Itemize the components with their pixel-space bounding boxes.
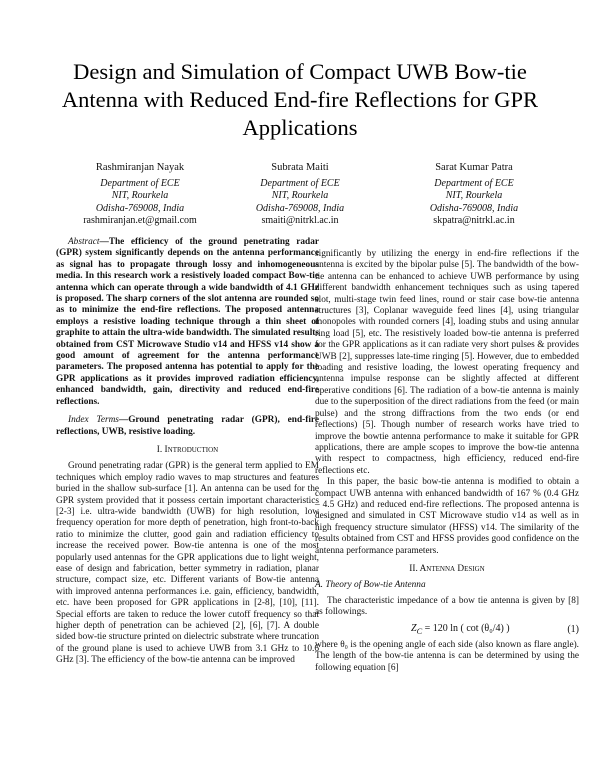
intro-paragraph-continued: significantly by utilizing the energy in end-fire reflections if the antenna is excited by the bipolar pulse [5]. The bandwidth of the bow-tie antenna can be enhanced to achieve UWB performance by using different bandwidth enhancement techniques such as using tapered slot, multi-stage twin feed lines, round or stair case bow-tie antenna structures [3], Coplanar waveguide feed lines [4], using triangular monopoles with rounded corners [4], loading stubs and using annular ring load [5], etc. The resistively loaded bow-tie antenna is preferred for the GPR applications as it can radiate very short pulses & provides UWB [2], suppresses late-time ringing [5]. However, due to embedded loading and resistive loading, the lowest operating frequency and antenna impulse response can be slightly affected at different operative conditions [6]. The radiation of a bow-tie antenna is mainly due to the superposition of the direct radiations from the feed (or main pulse) and the strong diffractions from the two ends (or end reflections) [5]. Though number of research works have tried to improve the bowtie antenna performance to make it suitable for GPR applications, there are ample scopes to improve the bow-tie antenna with respect to compactness, high efficiency, reduced end-fire reflections etc.	[315, 249, 579, 476]
author-location: Odisha-769008, India	[95, 202, 185, 214]
abstract	[56, 237, 319, 408]
author-institute: NIT, Rourkela	[271, 190, 329, 201]
right-column	[315, 249, 579, 674]
left-column	[56, 237, 319, 667]
abstract-label: Abstract	[68, 237, 100, 247]
author-block-2	[210, 162, 390, 228]
equation-lhs: Z	[411, 622, 417, 634]
index-terms-text: —Ground penetrating radar (GPR), end-fire reflections, UWB, resistive loading.	[56, 415, 319, 437]
author-location: Odisha-769008, India	[429, 202, 519, 214]
design-paragraph: The characteristic impedance of a bow tie antenna is given by [8] as followings.	[315, 595, 579, 618]
subsection-heading: A. Theory of Bow-tie Antenna	[315, 580, 426, 591]
section-heading-introduction: I. Introduction	[156, 444, 219, 455]
author-email: rashmiranjan.et@gmail.com	[83, 215, 197, 226]
design-paragraph: where θ₀ is the opening angle of each side (also known as flare angle). The length of the bow-tie antenna is can be determined by using the following equation [6]	[315, 640, 579, 673]
author-block-3	[384, 162, 564, 228]
abstract-text: —The efficiency of the ground penetrating radar (GPR) system significantly depends on the antenna performance as signal has to propagate through lossy and inhomogeneous media. In this research work a resistively loaded compact Bow-tie antenna which can operate through a wide bandwidth of 4.1 GHz is proposed. The sharp corners of the slot antenna are rounded so as to minimize the end-fire reflections. The proposed antenna employs a resistive loading technique through a thin sheet of graphite to attain the ultra-wide bandwidth. The simulated results obtained from CST Microwave Studio v14 and HFSS v14 show a good amount of agreement for the antenna performance parameters. The proposed antenna has potential to apply for the GPR applications as it provides improved radiation efficiency, enhanced bandwidth, gain, directivity and reduced end-fire reflections.	[56, 237, 319, 407]
equation-formula	[411, 623, 510, 637]
intro-paragraph: Ground penetrating radar (GPR) is the general term applied to EM techniques which employ radio waves to map structures and features buried in the shallow sub-surface [1]. An antenna can be used for the GPR system provided that it possess certain important characteristics [2-3] i.e. ultra-wide bandwidth (UWB) for high resolution, low frequency operation for more depth of penetration, high front-to-back ratio to minimize the clutter, good gain and radiation efficiency to increase the received power. Bow-tie antenna is one of the most popularly used antennas for the GPR applications due to light weight, ease of design and fabrication, better symmetry in radiation, planar structure, compact size, etc. Different variants of Bow-tie antenna with improved antenna performances i.e. gain, efficiency, bandwidth, etc. have been proposed for GPR applications in [2-8], [10], [11]. Special efforts are taken to reduce the lower cutoff frequency so that higher depth of penetration can be achieved [2], [6], [7]. A double sided bow-tie structure printed on dielectric substrate where truncation of the ground plane is used to achieve UWB from 3.1 GHz to 10.6 GHz [3]. The efficiency of the bow-tie antenna can be improved	[56, 461, 319, 666]
author-location: Odisha-769008, India	[255, 202, 345, 214]
author-institute: NIT, Rourkela	[445, 190, 503, 201]
author-institute: NIT, Rourkela	[111, 190, 169, 201]
index-terms-label: Index Terms	[68, 415, 119, 426]
author-dept: Department of ECE	[100, 177, 180, 189]
equation-subscript: C	[416, 626, 423, 636]
author-email: skpatra@nitrkl.ac.in	[433, 215, 515, 226]
intro-paragraph: In this paper, the basic bow-tie antenna is modified to obtain a compact UWB antenna with enhanced bandwidth of 167 % (0.4 GHz – 4.5 GHz) and reduced end-fire reflections. The proposed antenna is designed and simulated in CST Microwave studio v14 as well as in high frequency structure simulator (HFSS) v14. The similarity of the results obtained from CST and HFSS provides good confidence on the antenna performance parameters.	[315, 477, 579, 556]
author-dept: Department of ECE	[434, 177, 514, 189]
equation-rhs: = 120 ln ( cot (θ₀/4) )	[422, 622, 510, 634]
author-block-1	[50, 162, 230, 228]
equation-number: (1)	[567, 624, 579, 636]
author-dept: Department of ECE	[260, 177, 340, 189]
index-terms	[56, 415, 319, 438]
paper-title: Design and Simulation of Compact UWB Bow-tie Antenna with Reduced End-fire Reflections for GPR Applications	[61, 59, 539, 140]
equation-1	[315, 623, 579, 637]
author-name: Subrata Maiti	[271, 162, 329, 173]
author-email: smaiti@nitrkl.ac.in	[261, 215, 339, 226]
author-name: Rashmiranjan Nayak	[95, 162, 185, 173]
author-name: Sarat Kumar Patra	[435, 162, 513, 173]
section-heading-antenna-design: II. Antenna Design	[409, 563, 485, 574]
